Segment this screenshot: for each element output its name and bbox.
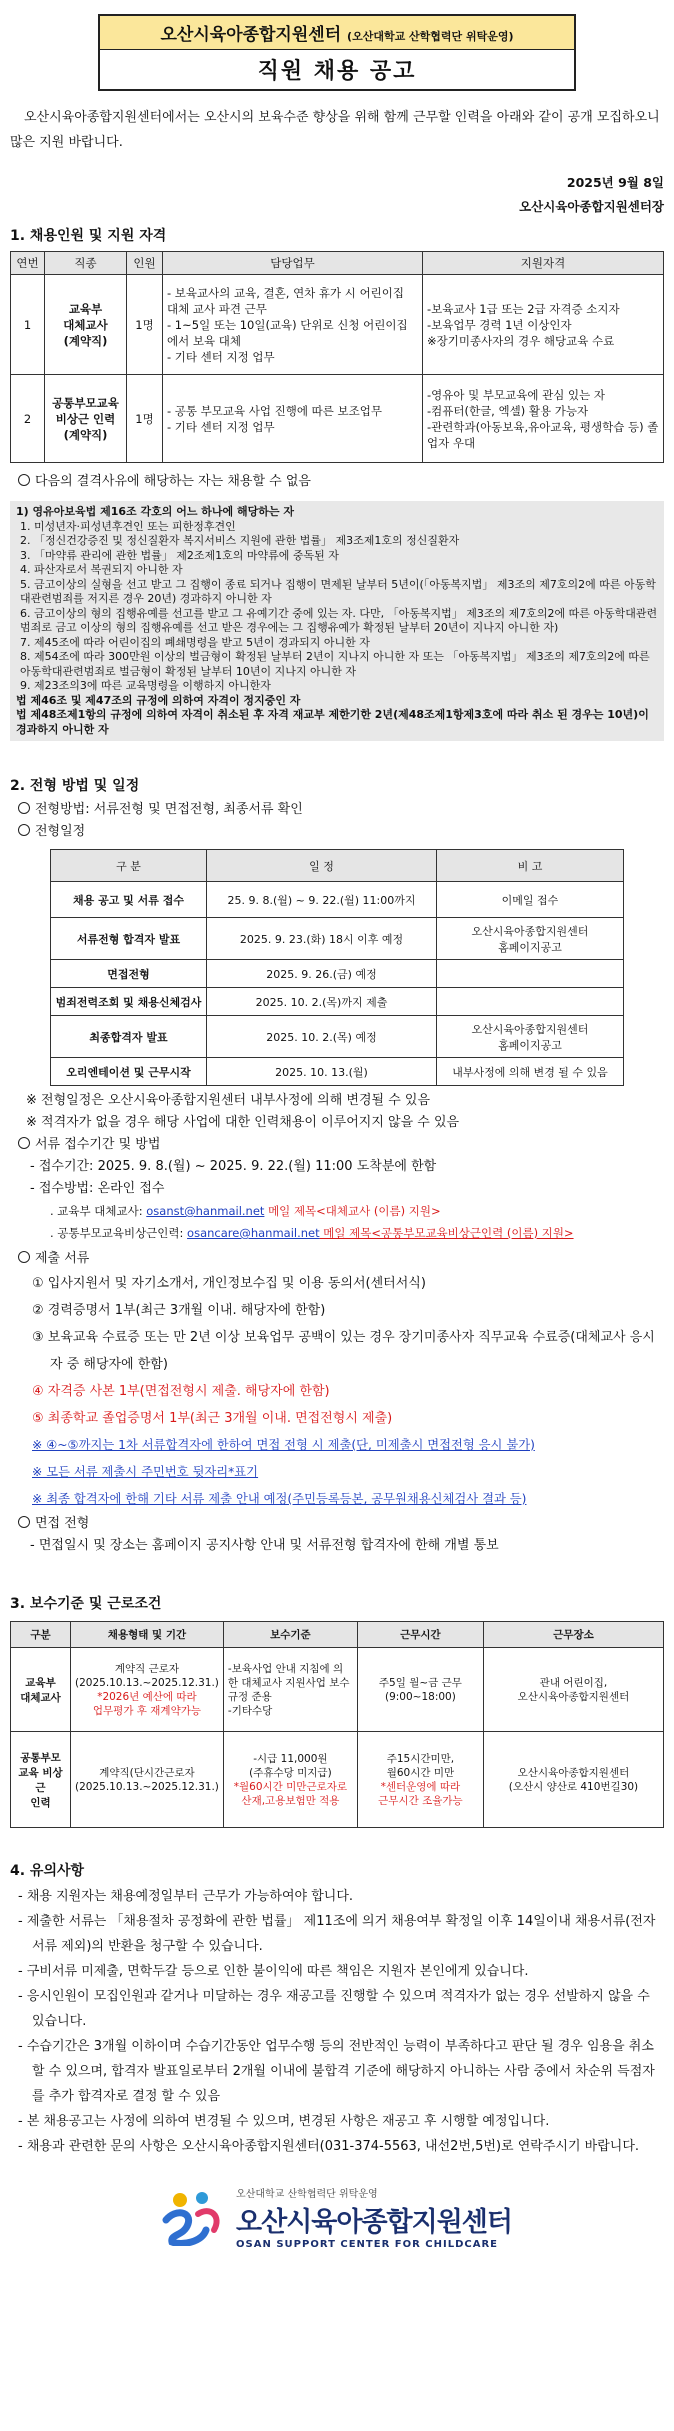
disqualification-text: 다음의 결격사유에 해당하는 자는 채용할 수 없음	[35, 474, 311, 489]
note-head: 1) 영유아보육법 제16조 각호의 어느 하나에 해당하는 자	[16, 505, 294, 518]
recruit-table	[10, 251, 664, 463]
mail-line-2	[50, 1222, 664, 1244]
logo-text	[236, 2185, 512, 2250]
method-line	[18, 799, 664, 821]
title-box	[98, 14, 576, 91]
notice-item: - 채용과 관련한 문의 사항은 오산시육아종합지원센터(031-374-5563, 내선2번,5번)로 연락주시기 바랍니다.	[18, 2139, 640, 2154]
job-kind: 공통부모 교육 비상근 인력	[11, 1732, 71, 1828]
notice-item: - 응시인원이 모집인원과 같거나 미달하는 경우 재공고를 진행할 수 있으며 적격자가 없는 경우 선발하지 않을 수 있습니다.	[18, 1989, 650, 2029]
notice-list	[18, 1884, 664, 2159]
section2-title: 2. 전형 방법 및 일정	[10, 778, 140, 794]
section3-title: 3. 보수기준 및 근로조건	[10, 1596, 162, 1612]
doc-note: ※ ④~⑤까지는 1차 서류합격자에 한하여 면접 전형 시 제출(단, 미제출시 면접전형 응시 불가)	[32, 1438, 535, 1452]
notice-item: - 수습기간은 3개월 이하이며 수습기간동안 업무수행 등의 전반적인 능력이 부족하다고 판단 될 경우 임용을 취소할 수 있으며, 합격자 발표일로부터 2개월 이내에 불합격 기준에 해당하지 아니하는 사람 중에서 차순위 득점자를 추가 합격자로 결정 할 수 있음	[18, 2039, 655, 2104]
table-row	[51, 882, 624, 918]
schedule-header	[51, 850, 624, 882]
table-row	[51, 1016, 624, 1058]
col-header: 근무장소	[483, 1622, 663, 1648]
doc-item: ② 경력증명서 1부(최근 3개월 이내. 해당자에 한함)	[32, 1303, 326, 1318]
stage: 범죄전력조회 및 채용신체검사	[51, 988, 207, 1016]
note-item: 2. 「정신건강증진 및 정신질환자 복지서비스 지원에 관한 법률」 제3조제1호의 정신질환자	[20, 534, 460, 547]
doc-item: ③ 보육교육 수료증 또는 만 2년 이상 보육업무 공백이 있는 경우 장기미종사자 직무교육 수료증(대체교사 응시자 중 해당자에 한함)	[32, 1330, 655, 1372]
col-header: 구분	[11, 1622, 71, 1648]
schedule-date: 2025. 9. 23.(화) 18시 이후 예정	[207, 918, 437, 960]
col-header: 담당업무	[163, 252, 423, 275]
docs-title-line	[18, 1248, 664, 1270]
schedule-date: 2025. 9. 26.(금) 예정	[207, 960, 437, 988]
footer-logo	[10, 2185, 664, 2250]
org-name: 오산시육아종합지원센터	[160, 25, 342, 45]
method-text: 전형방법: 서류전형 및 면접전형, 최종서류 확인	[35, 802, 303, 817]
pay-text: -시급 11,000원 (주휴수당 미지급)	[249, 1752, 332, 1779]
circle-bullet-icon	[18, 802, 30, 814]
employment-form	[71, 1648, 224, 1732]
docs-title: 제출 서류	[35, 1251, 90, 1266]
doc-item: ④ 자격증 사본 1부(면접전형시 제출. 해당자에 한함)	[32, 1384, 330, 1399]
notice-item: - 채용 지원자는 채용예정일부터 근무가 가능하여야 합니다.	[18, 1889, 354, 1904]
note-item: 9. 제23조의3에 따른 교육명령을 이행하지 아니한자	[20, 679, 271, 692]
stage: 오리엔테이션 및 근무시작	[51, 1058, 207, 1086]
doc-note: ※ 최종 합격자에 한해 기타 서류 제출 안내 예정(주민등록등본, 공무원채용신체검사 결과 등)	[32, 1492, 527, 1506]
schedule-date: 2025. 10. 2.(목) 예정	[207, 1016, 437, 1058]
posting-date: 2025년 9월 8일	[566, 175, 664, 190]
circle-bullet-icon	[18, 824, 30, 836]
work-place: 관내 어린이집, 오산시육아종합지원센터	[483, 1648, 663, 1732]
pay-standard: -보육사업 안내 지침에 의한 대체교사 지원사업 보수규정 준용 -기타수당	[223, 1648, 357, 1732]
note-list	[16, 520, 658, 694]
col-header: 직종	[45, 252, 127, 275]
table-row	[51, 988, 624, 1016]
table-row	[51, 960, 624, 988]
schedule-date: 25. 9. 8.(월) ~ 9. 22.(월) 11:00까지	[207, 882, 437, 918]
receipt-period: - 접수기간: 2025. 9. 8.(월) ~ 2025. 9. 22.(월) 11:00 도착분에 한함	[30, 1159, 437, 1174]
pay-table	[10, 1621, 664, 1828]
doc-item: ① 입사지원서 및 자기소개서, 개인정보수집 및 이용 동의서(센터서식)	[32, 1276, 426, 1291]
note-item: 7. 제45조에 따라 어린이집의 폐쇄명령을 받고 5년이 경과되지 아니한 자	[20, 635, 370, 649]
pay-standard	[223, 1732, 357, 1828]
receipt-title: 서류 접수기간 및 방법	[35, 1137, 161, 1152]
stage: 채용 공고 및 서류 접수	[51, 882, 207, 918]
table-row	[11, 1732, 664, 1828]
stage: 최종합격자 발표	[51, 1016, 207, 1058]
hours-note: *센터운영에 따라 근무시간 조율가능	[378, 1780, 463, 1807]
stage: 서류전형 합격자 발표	[51, 918, 207, 960]
col-header: 근무시간	[357, 1622, 483, 1648]
note-item: 4. 파산자로서 복권되지 아니한 자	[20, 563, 183, 576]
col-header: 보수기준	[223, 1622, 357, 1648]
center-logo-icon	[162, 2190, 226, 2246]
col-header: 연번	[11, 252, 45, 275]
remark: ※ 전형일정은 오산시육아종합지원센터 내부사정에 의해 변경될 수 있음	[26, 1093, 431, 1108]
notice-item: - 구비서류 미제출, 면학두갈 등으로 인한 불이익에 따른 책임은 지원자 본인에게 있습니다.	[18, 1964, 529, 1979]
job-title: 공통부모교육 비상근 인력 (계약직)	[45, 375, 127, 463]
note-item: 6. 금고이상의 형의 집행유예를 선고를 받고 그 유예기간 중에 있는 자. 다만, 「아동복지법」 제3조의 제7호의2에 따른 아동학대관련범죄로 금고 이상의 형의 집행유예를 선고 받은 경우에는 그 집행유예가 확정된 날부터 20년이 지나지 아니한 자)	[20, 606, 658, 634]
mail-label: . 교육부 대체교사:	[50, 1204, 147, 1218]
schedule-note: 오산시육아종합지원센터 홈페이지공고	[437, 1016, 624, 1058]
form-text: 계약직 근로자 (2025.10.13.~2025.12.31.)	[75, 1662, 219, 1689]
email-link[interactable]: osancare@hanmail.net	[187, 1226, 320, 1240]
col-header: 일 정	[207, 850, 437, 882]
work-hours	[357, 1732, 483, 1828]
doc-item: ⑤ 최종학교 졸업증명서 1부(최근 3개월 이내. 면접전형시 제출)	[32, 1411, 393, 1426]
schedule-note: 오산시육아종합지원센터 홈페이지공고	[437, 918, 624, 960]
circle-bullet-icon	[18, 1137, 30, 1149]
org-sub: (오산대학교 산학협력단 위탁운영)	[347, 30, 514, 43]
col-header: 비 고	[437, 850, 624, 882]
disqualification-note	[10, 501, 664, 741]
mail-subject: 메일 제목<공통부모교육비상근인력 (이름) 지원>	[319, 1226, 574, 1240]
row-no: 2	[11, 375, 45, 463]
form-note: *2026년 예산에 따라 업무평가 후 재계약가능	[92, 1690, 201, 1717]
schedule-note: 내부사정에 의해 변경 될 수 있음	[437, 1058, 624, 1086]
interview-title: 면접 전형	[35, 1516, 90, 1531]
mail-line-1	[50, 1200, 664, 1222]
org-header	[100, 16, 574, 50]
qualification: -영유아 및 부모교육에 관심 있는 자 -컴퓨터(한글, 엑셀) 활용 가능자 -관련학과(아동보육,유아교육, 평생학습 등) 졸업자 우대	[423, 375, 664, 463]
col-header: 구 분	[51, 850, 207, 882]
schedule-date: 2025. 10. 2.(목)까지 제출	[207, 988, 437, 1016]
table-row	[11, 1648, 664, 1732]
hours-text: 주15시간미만, 월60시간 미만	[386, 1752, 455, 1779]
schedule-line	[18, 821, 664, 843]
logo-name: 오산시육아종합지원센터	[236, 2207, 512, 2238]
email-link[interactable]: osanst@hanmail.net	[146, 1204, 265, 1218]
section4-title: 4. 유의사항	[10, 1863, 85, 1879]
job-title: 교육부 대체교사 (계약직)	[45, 275, 127, 375]
note-item: 1. 미성년자·피성년후견인 또는 피한정후견인	[20, 519, 236, 533]
row-no: 1	[11, 275, 45, 375]
note-item: 3. 「마약류 관리에 관한 법률」 제2조제1호의 마약류에 중독된 자	[20, 548, 339, 562]
section1-title: 1. 채용인원 및 지원 자격	[10, 228, 167, 244]
circle-bullet-icon	[18, 474, 30, 486]
receipt-method: - 접수방법: 온라인 접수	[30, 1181, 165, 1196]
table-row	[11, 375, 664, 463]
col-header: 지원자격	[423, 252, 664, 275]
qualification: -보육교사 1급 또는 2급 자격증 소지자 -보육업무 경력 1년 이상인자 ※장기미종사자의 경우 해당교육 수료	[423, 275, 664, 375]
stage: 면접전형	[51, 960, 207, 988]
headcount: 1명	[127, 375, 163, 463]
table-row	[51, 1058, 624, 1086]
intro-text: 오산시육아종합지원센터에서는 오산시의 보육수준 향상을 위해 함께 근무할 인력을 아래와 같이 공개 모집하오니 많은 지원 바랍니다.	[10, 110, 660, 150]
logo-english: OSAN SUPPORT CENTER FOR CHILDCARE	[236, 2239, 498, 2250]
interview-text: - 면접일시 및 장소는 홈페이지 공지사항 안내 및 서류전형 합격자에 한해 개별 통보	[30, 1538, 499, 1553]
mail-subject: 메일 제목<대체교사 (이름) 지원>	[264, 1204, 441, 1218]
docs-list	[32, 1270, 664, 1513]
pay-note: *월60시간 미만근로자로 산재,고용보험만 적용	[233, 1780, 348, 1807]
duty: - 보육교사의 교육, 결혼, 연차 휴가 시 어린이집 대체 교사 파견 근무 - 1~5일 또는 10일(교육) 단위로 신청 어린이집에서 보육 대체 - 기타 센터 지정 업무	[163, 275, 423, 375]
schedule-table	[50, 849, 624, 1086]
disqualification-line	[18, 471, 664, 493]
receipt-title-line	[18, 1134, 664, 1156]
posting-date-block	[10, 171, 664, 219]
note-tail: 법 제46조 및 제47조의 규정에 의하여 자격이 정지중인 자 법 제48조제1항의 규정에 의하여 자격이 취소된 후 자격 재교부 제한기한 2년(제48조제1항제3호에 따라 취소 된 경우는 10년)이 경과하지 아니한 자	[16, 693, 649, 736]
note-item: 8. 제54조에 따라 300만원 이상의 벌금형이 확정된 날부터 2년이 지나지 아니한 자 또는 「아동복지법」 제3조의 제7호의2에 따른 아동학대관련범죄로 벌금형이 확정된 날부터 10년이 지나지 아니한 자	[20, 650, 650, 678]
pay-table-header	[11, 1622, 664, 1648]
schedule-note: 이메일 접수	[437, 882, 624, 918]
schedule-date: 2025. 10. 13.(월)	[207, 1058, 437, 1086]
employment-form: 계약직(단시간근로자 (2025.10.13.~2025.12.31.)	[71, 1732, 224, 1828]
work-place: 오산시육아종합지원센터 (오산시 양산로 410번길30)	[483, 1732, 663, 1828]
interview-title-line	[18, 1513, 664, 1535]
doc-note: ※ 모든 서류 제출시 주민번호 뒷자리*표기	[32, 1465, 259, 1479]
note-item: 5. 금고이상의 실형을 선고 받고 그 집행이 종료 되거나 집행이 면제된 날부터 5년이(「아동복지법」 제3조의 제7호의2에 따른 아동학대관련범죄를 저지른 경우 20년) 경과하지 아니한 자	[20, 577, 656, 605]
notice-item: - 제출한 서류는 「채용절차 공정화에 관한 법률」 제11조에 의거 채용여부 확정일 이후 14일이내 채용서류(전자서류 제외)의 반환을 청구할 수 있습니다.	[18, 1914, 656, 1954]
signer: 오산시육아종합지원센터장	[519, 199, 664, 214]
schedule-title: 전형일정	[35, 824, 86, 839]
circle-bullet-icon	[18, 1251, 30, 1263]
mail-label: . 공통부모교육비상근인력:	[50, 1226, 188, 1240]
remark: ※ 적격자가 없을 경우 해당 사업에 대한 인력채용이 이루어지지 않을 수 있음	[26, 1115, 460, 1130]
col-header: 채용형태 및 기간	[71, 1622, 224, 1648]
recruit-table-header	[11, 252, 664, 275]
logo-subtitle: 오산대학교 산학협력단 위탁운영	[236, 2189, 378, 2200]
table-row	[51, 918, 624, 960]
table-row	[11, 275, 664, 375]
duty: - 공통 부모교육 사업 진행에 따른 보조업무 - 기타 센터 지정 업무	[163, 375, 423, 463]
work-hours: 주5일 월~금 근무 (9:00~18:00)	[357, 1648, 483, 1732]
schedule-note	[437, 988, 624, 1016]
col-header: 인원	[127, 252, 163, 275]
circle-bullet-icon	[18, 1516, 30, 1528]
page-title: 직원 채용 공고	[257, 59, 417, 84]
schedule-note	[437, 960, 624, 988]
headcount: 1명	[127, 275, 163, 375]
job-kind: 교육부 대체교사	[11, 1648, 71, 1732]
notice-item: - 본 채용공고는 사정에 의하여 변경될 수 있으며, 변경된 사항은 재공고 후 시행할 예정입니다.	[18, 2114, 550, 2129]
